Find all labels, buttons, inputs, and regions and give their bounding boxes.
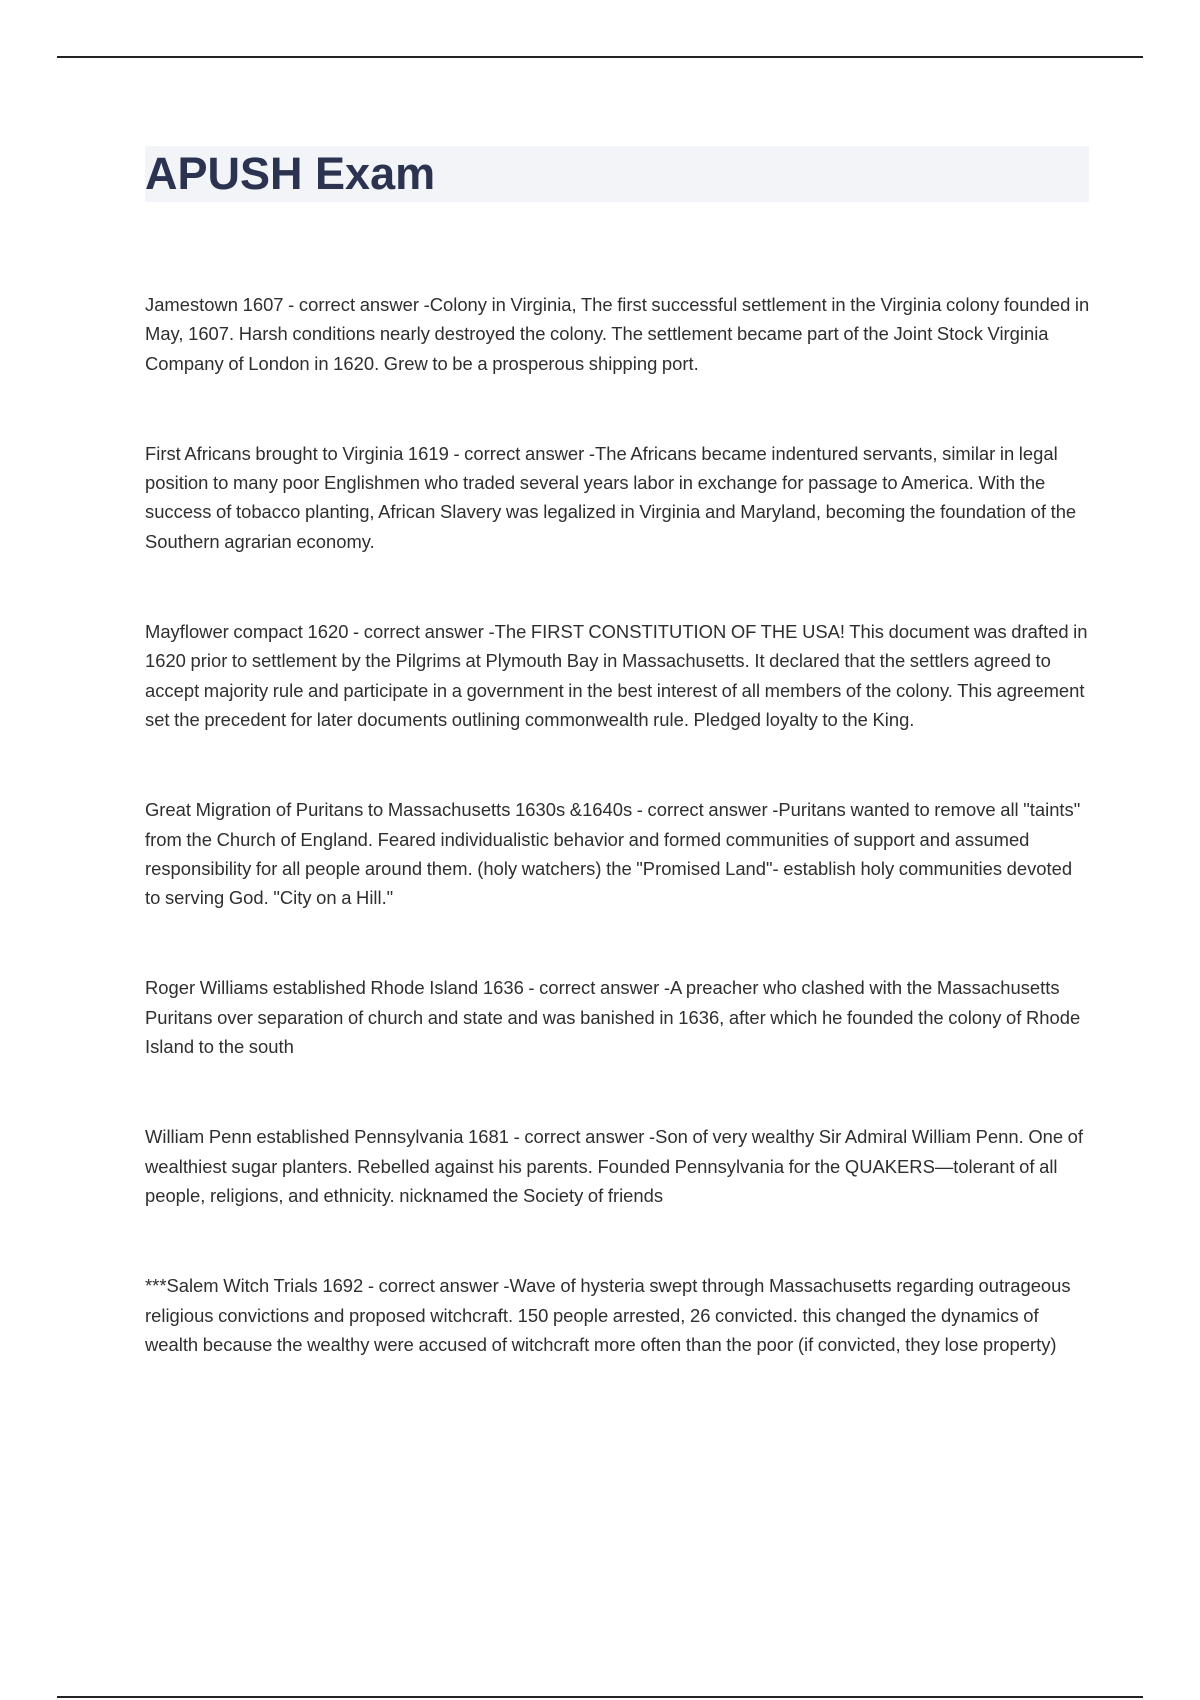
qa-answer: Colony in Virginia, The first successful settlement in the Virginia colony founded in May, 1607. Harsh conditions nearly destroyed the colony. The settlement became part of the Joint Stock Virginia Company of London in 1620. Grew to be a prosperous shipping port. [145, 294, 1090, 374]
qa-answer: Son of very wealthy Sir Admiral William Penn. One of wealthiest sugar planters. Rebelled against his parents. Founded Pennsylvania for the QUAKERS—tolerant of all people, religions, and ethnicity. nicknamed the Society of friends [145, 1126, 1084, 1206]
qa-question: Great Migration of Puritans to Massachusetts 1630s &1640s [145, 799, 633, 821]
qa-question: First Africans brought to Virginia 1619 [145, 442, 449, 464]
qa-item [145, 795, 1090, 912]
qa-separator: - correct answer - [632, 799, 779, 821]
qa-answer: Puritans wanted to remove all "taints" from the Church of England. Feared individualistic behavior and formed communities of support and assumed responsibility for all people around them. (holy watchers) the "Promised Land"- establish holy communities devoted to serving God. "City on a Hill." [145, 799, 1081, 909]
qa-item [145, 439, 1090, 556]
qa-question: William Penn established Pennsylvania 1681 [145, 1126, 509, 1148]
page-title: APUSH Exam [145, 148, 436, 199]
qa-answer: The FIRST CONSTITUTION OF THE USA! This document was drafted in 1620 prior to settlement by the Pilgrims at Plymouth Bay in Massachusetts. It declared that the settlers agreed to accept majority rule and participate in a government in the best interest of all members of the colony. This agreement set the precedent for later documents outlining commonwealth rule. Pledged loyalty to the King. [145, 621, 1088, 730]
qa-question: Mayflower compact 1620 [145, 621, 349, 643]
qa-question: ***Salem Witch Trials 1692 [145, 1275, 364, 1297]
header-divider [57, 56, 1143, 58]
qa-separator: - correct answer - [348, 621, 495, 643]
footer-divider [57, 1696, 1143, 1698]
title-banner [145, 146, 1089, 202]
question-answer-list [145, 290, 1090, 1420]
qa-answer: The Africans became indentured servants, similar in legal position to many poor Englishmen who traded several years labor in exchange for passage to America. With the success of tobacco planting, African Slavery was legalized in Virginia and Maryland, becoming the foundation of the Southern agrarian economy. [145, 442, 1077, 552]
qa-answer: A preacher who clashed with the Massachusetts Puritans over separation of church and state and was banished in 1636, after which he founded the colony of Rhode Island to the south [145, 977, 1081, 1058]
qa-answer: Wave of hysteria swept through Massachusetts regarding outrageous religious convictions and proposed witchcraft. 150 people arrested, 26 convicted. this changed the dynamics of wealth because the wealthy were accused of witchcraft more often than the poor (if convicted, they lose property) [145, 1275, 1071, 1355]
qa-separator: - correct answer - [283, 294, 430, 315]
qa-item [145, 1271, 1090, 1359]
qa-question: Jamestown 1607 [145, 294, 284, 315]
qa-item [145, 290, 1090, 378]
qa-question: Roger Williams established Rhode Island 1636 [145, 977, 524, 999]
qa-separator: - correct answer - [363, 1275, 510, 1297]
qa-item [145, 617, 1090, 734]
qa-separator: - correct answer - [523, 977, 670, 999]
qa-item [145, 1122, 1090, 1210]
qa-separator: - correct answer - [448, 442, 596, 464]
qa-separator: - correct answer - [508, 1126, 656, 1148]
qa-item [145, 973, 1090, 1061]
